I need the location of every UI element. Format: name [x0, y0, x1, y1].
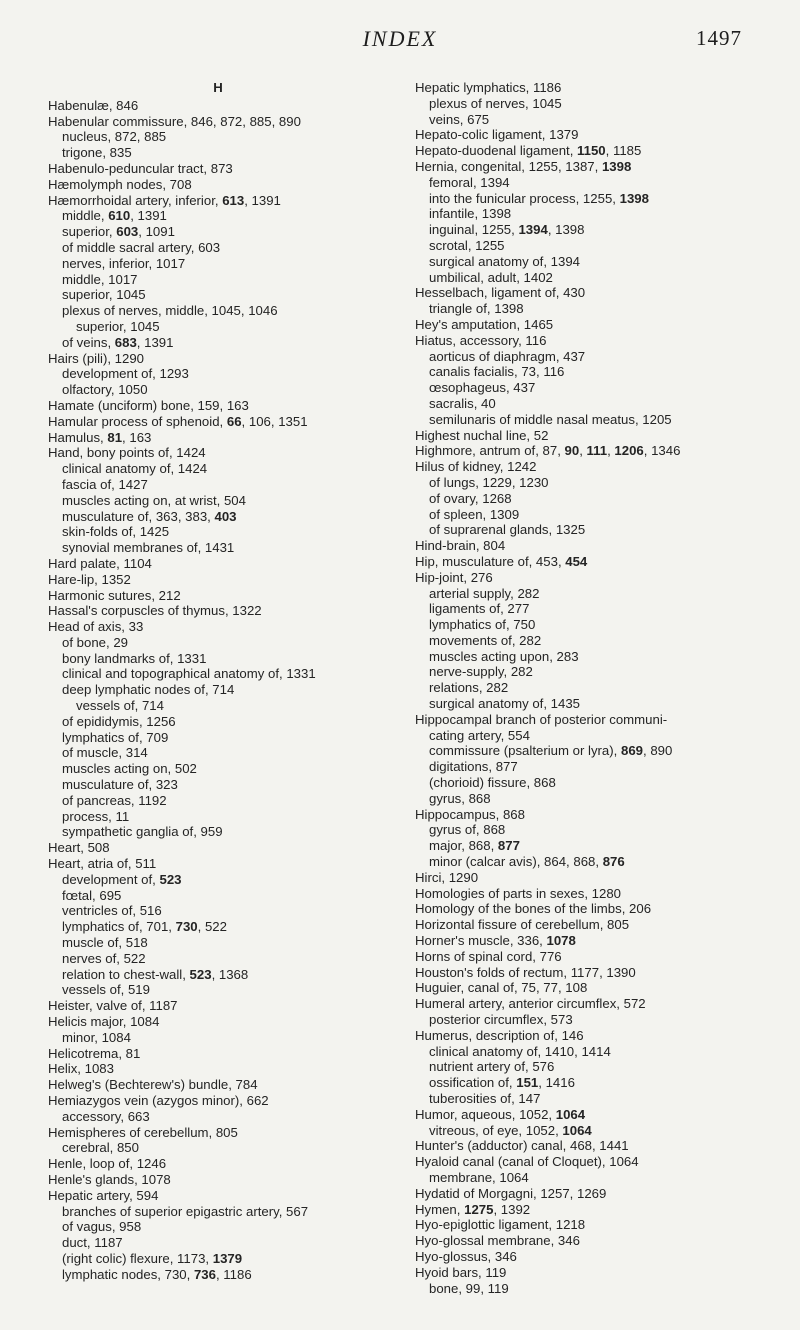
- index-entry: duct, 1187: [62, 1235, 123, 1251]
- index-entry: skin-folds of, 1425: [62, 524, 170, 540]
- index-entry: of muscle, 314: [62, 745, 148, 761]
- index-entry: infantile, 1398: [429, 206, 512, 222]
- index-entry: of middle sacral artery, 603: [62, 239, 221, 255]
- index-entry: Helicotrema, 81: [48, 1045, 141, 1061]
- index-entry: femoral, 1394: [429, 174, 510, 190]
- index-entry: of ovary, 1268: [429, 490, 512, 506]
- index-entry: aorticus of diaphragm, 437: [429, 348, 586, 364]
- index-entry: muscles acting on, 502: [62, 761, 197, 777]
- index-entry: minor (calcar avis), 864, 868, 876: [429, 854, 625, 870]
- index-entry: surgical anatomy of, 1394: [429, 253, 581, 269]
- index-entry: Harmonic sutures, 212: [48, 587, 181, 603]
- index-entry: Henle's glands, 1078: [48, 1171, 171, 1187]
- page-title: INDEX: [362, 26, 438, 51]
- index-entry: synovial membranes of, 1431: [62, 540, 235, 556]
- index-entry: minor, 1084: [62, 1029, 131, 1045]
- index-entry: (chorioid) fissure, 868: [429, 775, 556, 791]
- index-entry: trigone, 835: [62, 145, 132, 161]
- index-entry: vessels of, 714: [76, 698, 164, 714]
- index-entry: Hepato-colic ligament, 1379: [415, 127, 579, 143]
- index-entry: Henle, loop of, 1246: [48, 1156, 167, 1172]
- index-entry: Habenular commissure, 846, 872, 885, 890: [48, 113, 301, 129]
- index-entry: membrane, 1064: [429, 1169, 529, 1185]
- index-entry: Habenulo-peduncular tract, 873: [48, 160, 233, 176]
- index-entry: Helicis major, 1084: [48, 1014, 160, 1030]
- index-entry: Hilus of kidney, 1242: [415, 459, 537, 475]
- index-entry: Homology of the bones of the limbs, 206: [415, 901, 652, 917]
- index-entry: Hamate (unciform) bone, 159, 163: [48, 397, 249, 413]
- index-entry: œsophageus, 437: [429, 380, 536, 396]
- index-entry: Highest nuchal line, 52: [415, 427, 549, 443]
- index-entry: nucleus, 872, 885: [62, 129, 167, 145]
- index-entry: fœtal, 695: [62, 887, 122, 903]
- index-entry: posterior circumflex, 573: [429, 1012, 573, 1028]
- index-entry: musculature of, 323: [62, 777, 178, 793]
- index-entry: Heart, atria of, 511: [48, 856, 157, 872]
- index-entry: Hyo-glossus, 346: [415, 1248, 517, 1264]
- index-entry: accessory, 663: [62, 1108, 150, 1124]
- index-entry: gyrus, 868: [429, 790, 491, 806]
- index-entry: ossification of, 151, 1416: [429, 1075, 575, 1091]
- index-entry: vessels of, 519: [62, 982, 150, 998]
- index-entry: of veins, 683, 1391: [62, 334, 174, 350]
- index-entry: bone, 99, 119: [429, 1280, 509, 1296]
- index-entry: Hirci, 1290: [415, 869, 479, 885]
- index-entry: Hippocampal branch of posterior communi-: [415, 711, 668, 727]
- index-entry: lymphatics of, 750: [429, 617, 536, 633]
- index-entry: ventricles of, 516: [62, 903, 162, 919]
- index-entry: nerve-supply, 282: [429, 664, 533, 680]
- index-entry: middle, 610, 1391: [62, 208, 167, 224]
- index-entry: bony landmarks of, 1331: [62, 650, 207, 666]
- index-entry: veins, 675: [429, 111, 490, 127]
- index-entry: Hernia, congenital, 1255, 1387, 1398: [415, 158, 632, 174]
- index-entry: arterial supply, 282: [429, 585, 540, 601]
- index-entry: Hyo-glossal membrane, 346: [415, 1233, 580, 1249]
- index-entry: Hind-brain, 804: [415, 538, 506, 554]
- index-entry: into the funicular process, 1255, 1398: [429, 190, 649, 206]
- index-entry: branches of superior epigastric artery, 567: [62, 1203, 309, 1219]
- index-entry: Homologies of parts in sexes, 1280: [415, 885, 621, 901]
- index-entry: olfactory, 1050: [62, 382, 148, 398]
- index-entry: canalis facialis, 73, 116: [429, 364, 565, 380]
- index-entry: sacralis, 40: [429, 395, 496, 411]
- index-entry: superior, 1045: [62, 287, 146, 303]
- index-entry: nerves, inferior, 1017: [62, 255, 186, 271]
- index-entry: of suprarenal glands, 1325: [429, 522, 586, 538]
- index-entry: relations, 282: [429, 680, 509, 696]
- index-entry: sympathetic ganglia of, 959: [62, 824, 223, 840]
- index-entry: clinical and topographical anatomy of, 1331: [62, 666, 316, 682]
- index-entry: Hyoid bars, 119: [415, 1264, 507, 1280]
- index-entry: fascia of, 1427: [62, 476, 148, 492]
- index-entry: Hemiazygos vein (azygos minor), 662: [48, 1093, 269, 1108]
- index-entry: Huguier, canal of, 75, 77, 108: [415, 980, 588, 996]
- index-entry: Horns of spinal cord, 776: [415, 948, 562, 964]
- index-entry: movements of, 282: [429, 632, 542, 648]
- index-entry: (right colic) flexure, 1173, 1379: [62, 1250, 243, 1266]
- index-entry: Hepato-duodenal ligament, 1150, 1185: [415, 143, 642, 159]
- index-entry: Hand, bony points of, 1424: [48, 445, 206, 461]
- index-entry: plexus of nerves, middle, 1045, 1046: [62, 303, 278, 319]
- index-entry: muscles acting on, at wrist, 504: [62, 492, 246, 508]
- index-entry: plexus of nerves, 1045: [429, 95, 562, 111]
- index-entry: Hymen, 1275, 1392: [415, 1201, 531, 1217]
- index-entry: cerebral, 850: [62, 1140, 139, 1156]
- index-entry: Hunter's (adductor) canal, 468, 1441: [415, 1138, 629, 1154]
- index-entry: cating artery, 554: [429, 727, 530, 743]
- index-entry: muscle of, 518: [62, 935, 148, 951]
- index-entry: umbilical, adult, 1402: [429, 269, 553, 285]
- index-entry: triangle of, 1398: [429, 301, 524, 317]
- index-entry: Habenulæ, 846: [48, 97, 139, 113]
- index-entry: of pancreas, 1192: [62, 792, 167, 808]
- index-entry: Hard palate, 1104: [48, 555, 152, 571]
- index-entry: of lungs, 1229, 1230: [429, 474, 549, 490]
- page-header: [0, 26, 800, 60]
- index-entry: process, 11: [62, 808, 130, 824]
- index-column-right: [415, 80, 780, 1296]
- index-entry: Horner's muscle, 336, 1078: [415, 933, 576, 949]
- index-entry: semilunaris of middle nasal meatus, 1205: [429, 411, 672, 427]
- index-entry: Hyaloid canal (canal of Cloquet), 1064: [415, 1154, 639, 1170]
- index-entry: major, 868, 877: [429, 838, 520, 854]
- index-entry: commissure (psalterium or lyra), 869, 890: [429, 743, 673, 759]
- index-entry: Horizontal fissure of cerebellum, 805: [415, 917, 630, 933]
- index-entry: superior, 1045: [76, 318, 160, 334]
- index-entry: Hepatic lymphatics, 1186: [415, 80, 562, 95]
- index-entry: Humor, aqueous, 1052, 1064: [415, 1106, 586, 1122]
- index-entry: Humerus, description of, 146: [415, 1027, 584, 1043]
- index-entry: Hyo-epiglottic ligament, 1218: [415, 1217, 586, 1233]
- index-entry: clinical anatomy of, 1410, 1414: [429, 1043, 611, 1059]
- index-entry: of epididymis, 1256: [62, 713, 176, 729]
- index-entry: Hæmolymph nodes, 708: [48, 176, 192, 192]
- index-entry: Hiatus, accessory, 116: [415, 332, 547, 348]
- index-entry: nerves of, 522: [62, 950, 146, 966]
- index-entry: Houston's folds of rectum, 1177, 1390: [415, 964, 636, 980]
- index-entry: scrotal, 1255: [429, 237, 505, 253]
- index-entry: Helweg's (Bechterew's) bundle, 784: [48, 1077, 258, 1093]
- index-entry: Hæmorrhoidal artery, inferior, 613, 1391: [48, 192, 281, 208]
- index-entry: Humeral artery, anterior circumflex, 572: [415, 996, 646, 1012]
- index-entry: vitreous, of eye, 1052, 1064: [429, 1122, 592, 1138]
- index-entry: Helix, 1083: [48, 1061, 114, 1077]
- index-entry: Hydatid of Morgagni, 1257, 1269: [415, 1185, 607, 1201]
- index-column-left: [48, 80, 388, 1283]
- index-entry: surgical anatomy of, 1435: [429, 696, 581, 712]
- index-entry: Hip, musculature of, 453, 454: [415, 553, 588, 569]
- index-entry: muscles acting upon, 283: [429, 648, 579, 664]
- index-entry: Hepatic artery, 594: [48, 1187, 159, 1203]
- index-entry: development of, 1293: [62, 366, 189, 382]
- index-entry: gyrus of, 868: [429, 822, 506, 838]
- index-entry: tuberosities of, 147: [429, 1091, 541, 1106]
- index-entry: development of, 523: [62, 871, 182, 887]
- index-entry: relation to chest-wall, 523, 1368: [62, 966, 249, 982]
- index-entry: middle, 1017: [62, 271, 138, 287]
- index-entry: Hip-joint, 276: [415, 569, 493, 585]
- index-entry: deep lymphatic nodes of, 714: [62, 682, 235, 698]
- index-entry: lymphatics of, 701, 730, 522: [62, 919, 227, 935]
- index-entry: nutrient artery of, 576: [429, 1059, 555, 1075]
- index-entry: Hemispheres of cerebellum, 805: [48, 1124, 238, 1140]
- index-entry: Hassal's corpuscles of thymus, 1322: [48, 603, 262, 619]
- index-entry: Heart, 508: [48, 840, 110, 856]
- index-entry: Head of axis, 33: [48, 619, 144, 635]
- index-entry: of vagus, 958: [62, 1219, 142, 1235]
- index-entry: Hesselbach, ligament of, 430: [415, 285, 586, 301]
- index-entry: Heister, valve of, 1187: [48, 998, 178, 1014]
- index-entry: inguinal, 1255, 1394, 1398: [429, 222, 585, 238]
- page-number: 1497: [696, 26, 742, 50]
- index-entry: lymphatics of, 709: [62, 729, 169, 745]
- index-entry: of spleen, 1309: [429, 506, 520, 522]
- index-entry: Hairs (pili), 1290: [48, 350, 145, 366]
- index-entry: of bone, 29: [62, 634, 128, 650]
- index-entry: superior, 603, 1091: [62, 224, 175, 240]
- index-entry: ligaments of, 277: [429, 601, 530, 617]
- index-entry: Hamular process of sphenoid, 66, 106, 1351: [48, 413, 308, 429]
- index-entry: Highmore, antrum of, 87, 90, 111, 1206, 1346: [415, 443, 681, 459]
- section-letter-heading: H: [213, 80, 223, 95]
- index-entry: Hare-lip, 1352: [48, 571, 131, 587]
- index-entry: clinical anatomy of, 1424: [62, 461, 208, 477]
- index-entry: Hippocampus, 868: [415, 806, 525, 822]
- index-entry: musculature of, 363, 383, 403: [62, 508, 237, 524]
- index-entry: Hamulus, 81, 163: [48, 429, 152, 445]
- index-entry: Hey's amputation, 1465: [415, 316, 554, 332]
- index-entry: digitations, 877: [429, 759, 518, 775]
- index-entry: lymphatic nodes, 730, 736, 1186: [62, 1266, 252, 1282]
